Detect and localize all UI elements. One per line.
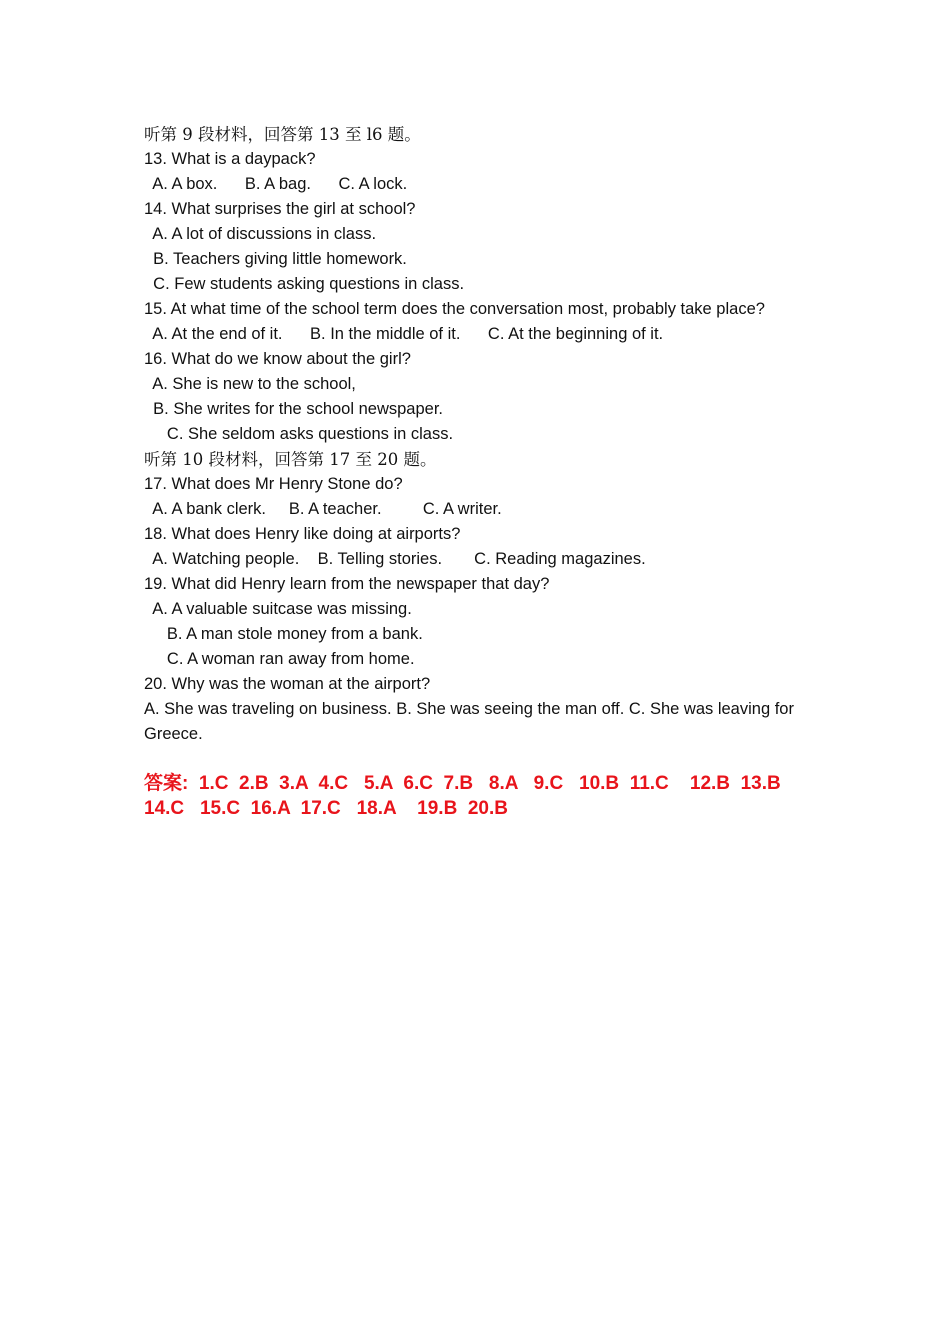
question-line: 20. Why was the woman at the airport? (144, 675, 431, 693)
question-line: A. A box. B. A bag. C. A lock. (144, 175, 408, 193)
question-line: 14. What surprises the girl at school? (144, 200, 416, 218)
section-heading: 听第 9 段材料，回答第 13 至 l6 题。 (144, 125, 421, 144)
question-line: A. Watching people. B. Telling stories. C. Reading magazines. (144, 550, 646, 568)
question-line: A. She was traveling on business. B. She was seeing the man off. C. She was leaving for Greece. (144, 700, 794, 743)
question-line: C. A woman ran away from home. (144, 650, 415, 668)
question-line: C. Few students asking questions in class. (144, 275, 465, 293)
question-line: A. At the end of it. B. In the middle of it. C. At the beginning of it. (144, 325, 664, 343)
question-line: B. She writes for the school newspaper. (144, 400, 443, 418)
question-line: B. Teachers giving little homework. (144, 250, 407, 268)
answer-key: 答案: 1.C 2.B 3.A 4.C 5.A 6.C 7.B 8.A 9.C 10.B 11.C 12.B 13.B 14.C 15.C 16.A 17.C 18.A 19.B 20.B (144, 773, 792, 819)
question-line: 16. What do we know about the girl? (144, 350, 411, 368)
question-line: B. A man stole money from a bank. (144, 625, 423, 643)
question-line: 19. What did Henry learn from the newspaper that day? (144, 575, 550, 593)
question-line: C. She seldom asks questions in class. (144, 425, 454, 443)
question-line: 15. At what time of the school term does the conversation most, probably take place? (144, 300, 765, 318)
question-line: A. She is new to the school, (144, 375, 356, 393)
question-line: 13. What is a daypack? (144, 150, 316, 168)
question-line: A. A lot of discussions in class. (144, 225, 377, 243)
section-heading: 听第 10 段材料，回答第 17 至 20 题。 (144, 450, 437, 469)
question-list (144, 122, 794, 821)
question-line: A. A bank clerk. B. A teacher. C. A writer. (144, 500, 502, 518)
question-line: 18. What does Henry like doing at airports? (144, 525, 461, 543)
question-line: A. A valuable suitcase was missing. (144, 600, 412, 618)
question-line: 17. What does Mr Henry Stone do? (144, 475, 403, 493)
